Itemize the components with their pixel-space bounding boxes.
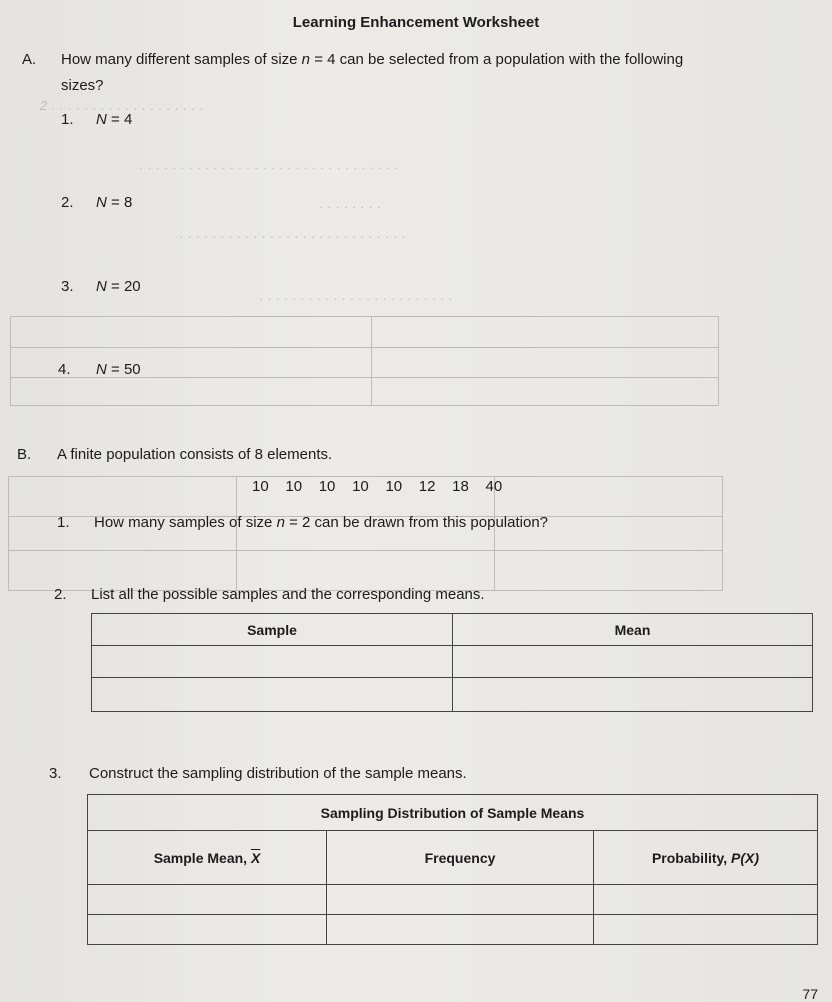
- item-value: N = 8: [96, 194, 133, 211]
- bleed-through-text: 2 . . . . . . . . . . . . . . . . . . .: [40, 98, 204, 113]
- mean-cell[interactable]: [453, 678, 813, 712]
- bleed-through-text: . . . . . . . . . . . . . . . . . . . . . . . . . . . .: [180, 226, 407, 241]
- frequency-header: Frequency: [327, 831, 594, 885]
- b3-number: 3.: [49, 765, 62, 782]
- sample-mean-cell[interactable]: [88, 915, 327, 945]
- probability-cell[interactable]: [594, 885, 818, 915]
- sample-column-header: Sample: [92, 614, 453, 646]
- part-b-intro: A finite population consists of 8 elements.: [57, 446, 333, 463]
- b2-number: 2.: [54, 586, 67, 603]
- frequency-cell[interactable]: [327, 885, 594, 915]
- worksheet-title: Learning Enhancement Worksheet: [292, 14, 540, 31]
- mean-cell[interactable]: [453, 646, 813, 678]
- probability-cell[interactable]: [594, 915, 818, 945]
- b1-question: How many samples of size n = 2 can be drawn from this population?: [94, 514, 549, 531]
- mean-column-header: Mean: [453, 614, 813, 646]
- distribution-table-title: Sampling Distribution of Sample Means: [88, 795, 818, 831]
- samples-means-table: [91, 613, 813, 712]
- sample-cell[interactable]: [92, 646, 453, 678]
- population-values: 10 10 10 10 10 12 18 40: [252, 478, 503, 495]
- item-value: N = 20: [96, 278, 141, 295]
- b3-question: Construct the sampling distribution of the sample means.: [89, 765, 467, 782]
- item-number: 1.: [61, 111, 74, 128]
- question-text: How many different samples of size: [61, 51, 298, 68]
- bleed-through-text: . . . . . . . . . . . . . . . . . . . . . . . . . . . . . . . .: [140, 157, 400, 172]
- x-bar-symbol: $\overline{X}$: [250, 849, 261, 866]
- question-text: = 4 can be selected from a population with the following: [314, 51, 684, 68]
- sample-mean-header: Sample Mean, $\overline{X}$: [88, 831, 327, 885]
- page-number: 77: [802, 986, 818, 1002]
- item-number: 2.: [61, 194, 74, 211]
- item-value: N = 50: [96, 361, 141, 378]
- frequency-cell[interactable]: [327, 915, 594, 945]
- bleed-through-text: . . . . . . . . . . . . . . . . . . . . . . . .: [260, 288, 454, 303]
- item-number: 3.: [61, 278, 74, 295]
- part-a-question-line2: sizes?: [61, 77, 104, 94]
- b2-question: List all the possible samples and the corresponding means.: [91, 586, 485, 603]
- b1-number: 1.: [57, 514, 70, 531]
- part-a-letter: A.: [22, 51, 37, 68]
- part-b-letter: B.: [17, 446, 32, 463]
- part-a-question-line1: [61, 51, 683, 68]
- sample-cell[interactable]: [92, 678, 453, 712]
- variable-n: n: [301, 51, 311, 68]
- bleed-through-text: . . . . . . . .: [320, 196, 382, 211]
- item-number: 4.: [58, 361, 71, 378]
- sample-mean-cell[interactable]: [88, 885, 327, 915]
- sampling-distribution-table: [87, 794, 818, 945]
- item-value: N = 4: [96, 111, 133, 128]
- p-x-bar-symbol: P(X): [731, 849, 760, 866]
- probability-header: Probability, P(X): [594, 831, 818, 885]
